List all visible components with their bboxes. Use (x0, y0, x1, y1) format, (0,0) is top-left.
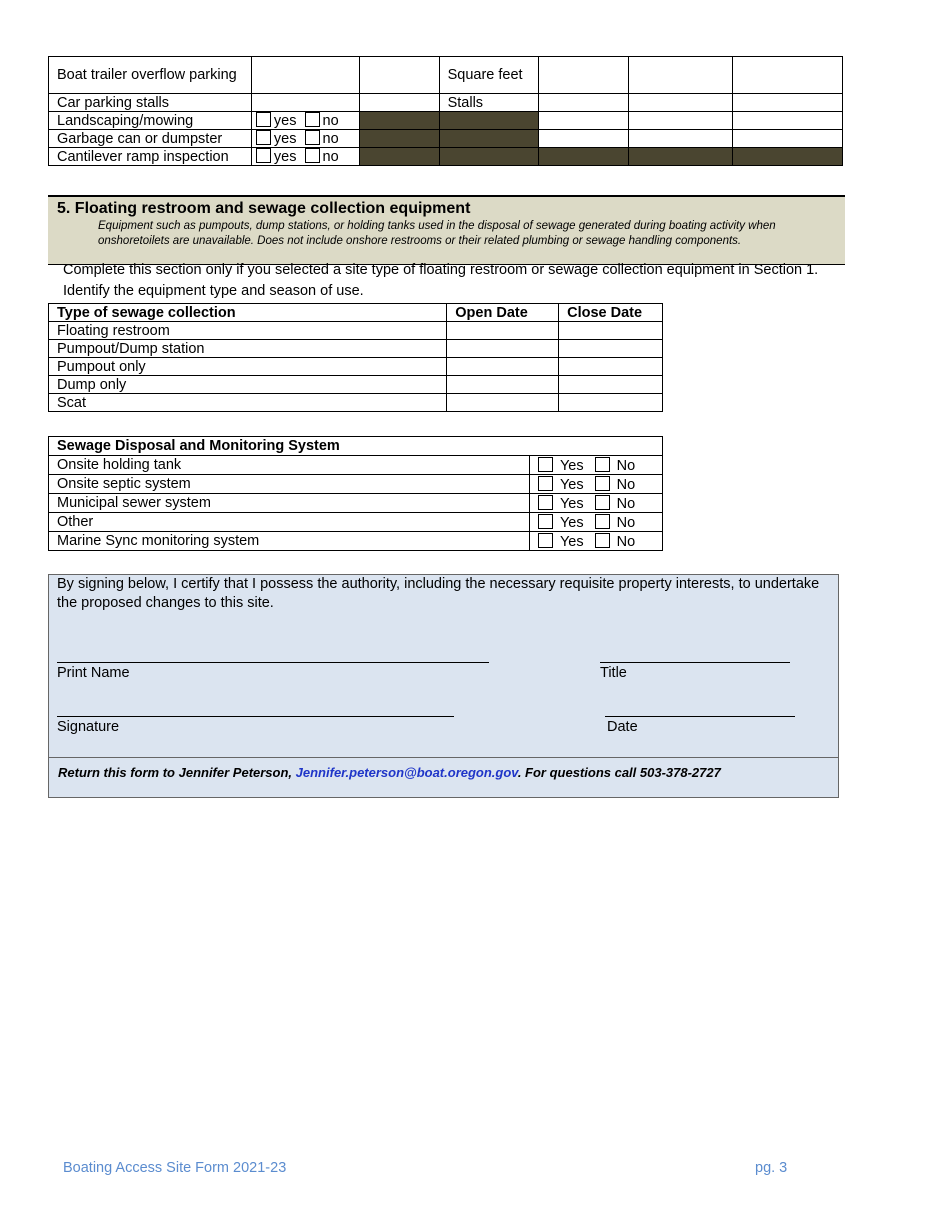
input-cell[interactable] (538, 130, 629, 148)
yes-label: Yes (559, 476, 584, 493)
section-title: 5. Floating restroom and sewage collection equipment (57, 200, 471, 217)
shaded-cell (538, 148, 629, 166)
certification-box (48, 574, 839, 798)
no-label: no (322, 149, 339, 165)
input-cell[interactable] (733, 112, 843, 130)
shaded-cell (439, 112, 538, 130)
section-5-header (48, 195, 845, 265)
table-row (49, 532, 663, 551)
table-row (49, 112, 843, 130)
close-date-cell[interactable] (559, 340, 663, 358)
table-row (49, 456, 663, 475)
input-cell[interactable] (733, 94, 843, 112)
input-cell[interactable] (538, 112, 629, 130)
yes-label: yes (273, 149, 297, 165)
section-instruction: Complete this section only if you selected a site type of floating restroom or sewage collection equipment in Section 1. (63, 262, 819, 278)
certification-statement: By signing below, I certify that I possess the authority, including the necessary requisite property interests, to undertake the proposed changes to this site. (57, 576, 820, 611)
print-name-label: Print Name (57, 665, 130, 681)
table-title: Sewage Disposal and Monitoring System (49, 437, 663, 456)
row-label: Other (49, 513, 530, 532)
return-suffix: . For questions call 503-378-2727 (517, 765, 721, 780)
shaded-cell (733, 148, 843, 166)
yes-label: yes (273, 131, 297, 147)
yes-no-choice (530, 513, 663, 532)
shaded-cell (439, 148, 538, 166)
table-header-row (49, 437, 663, 456)
input-cell[interactable] (733, 57, 843, 94)
yes-checkbox[interactable] (538, 476, 553, 491)
open-date-cell[interactable] (447, 322, 559, 340)
yes-label: Yes (559, 533, 584, 550)
input-cell[interactable] (733, 130, 843, 148)
shaded-cell (359, 112, 439, 130)
input-cell[interactable] (629, 57, 733, 94)
yes-no-choice (530, 456, 663, 475)
yes-checkbox[interactable] (256, 112, 271, 127)
table-header-row (49, 304, 663, 322)
column-header: Open Date (447, 304, 559, 322)
input-cell[interactable] (359, 94, 439, 112)
no-checkbox[interactable] (305, 130, 320, 145)
no-label: no (322, 131, 339, 147)
yes-label: yes (273, 113, 297, 129)
row-label: Municipal sewer system (49, 494, 530, 513)
sewage-collection-table (48, 303, 663, 412)
shaded-cell (359, 148, 439, 166)
no-label: No (616, 457, 636, 474)
row-label: Marine Sync monitoring system (49, 532, 530, 551)
row-label: Floating restroom (49, 322, 447, 340)
table-row (49, 340, 663, 358)
column-header: Close Date (559, 304, 663, 322)
yes-checkbox[interactable] (538, 514, 553, 529)
no-label: No (616, 514, 636, 531)
table-row (49, 494, 663, 513)
close-date-cell[interactable] (559, 394, 663, 412)
no-checkbox[interactable] (305, 148, 320, 163)
footer-form-name: Boating Access Site Form 2021-23 (63, 1160, 287, 1176)
open-date-cell[interactable] (447, 358, 559, 376)
shaded-cell (439, 130, 538, 148)
table-row (49, 513, 663, 532)
no-checkbox[interactable] (595, 514, 610, 529)
close-date-cell[interactable] (559, 358, 663, 376)
input-cell[interactable] (251, 94, 359, 112)
unit-label: Stalls (439, 94, 538, 112)
date-label: Date (607, 719, 638, 735)
row-label: Boat trailer overflow parking (49, 57, 252, 94)
yes-label: Yes (559, 495, 584, 512)
row-label: Car parking stalls (49, 94, 252, 112)
no-checkbox[interactable] (595, 495, 610, 510)
table-row (49, 322, 663, 340)
input-cell[interactable] (629, 130, 733, 148)
row-label: Cantilever ramp inspection (49, 148, 252, 166)
yes-label: Yes (559, 514, 584, 531)
no-label: No (616, 476, 636, 493)
return-instructions (58, 765, 721, 780)
yes-no-choice (530, 494, 663, 513)
row-label: Landscaping/mowing (49, 112, 252, 130)
sewage-disposal-table (48, 436, 663, 551)
signature-label: Signature (57, 719, 120, 735)
yes-checkbox[interactable] (538, 457, 553, 472)
table-row (49, 148, 843, 166)
table-row (49, 57, 843, 94)
table-row (49, 130, 843, 148)
row-label: Garbage can or dumpster (49, 130, 252, 148)
no-label: no (322, 113, 339, 129)
yes-checkbox[interactable] (256, 130, 271, 145)
title-line[interactable] (600, 662, 790, 663)
contact-email-link[interactable]: Jennifer.peterson@boat.oregon.gov (295, 765, 518, 780)
yes-no-choice (530, 532, 663, 551)
table-row (49, 94, 843, 112)
table-row (49, 394, 663, 412)
open-date-cell[interactable] (447, 340, 559, 358)
title-label: Title (600, 665, 627, 681)
close-date-cell[interactable] (559, 376, 663, 394)
row-label: Pumpout only (49, 358, 447, 376)
section-instruction: Identify the equipment type and season of use. (63, 283, 364, 299)
row-label: Pumpout/Dump station (49, 340, 447, 358)
date-line[interactable] (605, 716, 795, 717)
yes-no-choice (251, 112, 359, 130)
input-cell[interactable] (359, 57, 439, 94)
shaded-cell (359, 130, 439, 148)
yes-label: Yes (559, 457, 584, 474)
yes-checkbox[interactable] (538, 495, 553, 510)
return-prefix: Return this form to Jennifer Peterson, (58, 765, 296, 780)
table-row (49, 376, 663, 394)
no-checkbox[interactable] (595, 476, 610, 491)
row-label: Onsite holding tank (49, 456, 530, 475)
divider (49, 757, 838, 758)
input-cell[interactable] (629, 112, 733, 130)
unit-label: Square feet (439, 57, 538, 94)
close-date-cell[interactable] (559, 322, 663, 340)
row-label: Scat (49, 394, 447, 412)
input-cell[interactable] (251, 57, 359, 94)
signature-line[interactable] (57, 716, 454, 717)
site-features-table (48, 56, 843, 166)
no-checkbox[interactable] (595, 457, 610, 472)
yes-checkbox[interactable] (256, 148, 271, 163)
open-date-cell[interactable] (447, 394, 559, 412)
input-cell[interactable] (538, 57, 629, 94)
input-cell[interactable] (629, 94, 733, 112)
table-row (49, 358, 663, 376)
yes-no-choice (251, 130, 359, 148)
shaded-cell (629, 148, 733, 166)
column-header: Type of sewage collection (49, 304, 447, 322)
no-label: No (616, 495, 636, 512)
yes-no-choice (251, 148, 359, 166)
input-cell[interactable] (538, 94, 629, 112)
section-description: Equipment such as pumpouts, dump stations, or holding tanks used in the disposal of sewage generated during boating activity when onshoretoilets are unavailable. Does not include onshore restrooms or their related plumbing or sewage handling components. (98, 220, 776, 247)
open-date-cell[interactable] (447, 376, 559, 394)
no-checkbox[interactable] (595, 533, 610, 548)
table-row (49, 475, 663, 494)
print-name-line[interactable] (57, 662, 489, 663)
no-label: No (616, 533, 636, 550)
row-label: Dump only (49, 376, 447, 394)
yes-checkbox[interactable] (538, 533, 553, 548)
row-label: Onsite septic system (49, 475, 530, 494)
footer-page-number: pg. 3 (755, 1160, 788, 1176)
yes-no-choice (530, 475, 663, 494)
no-checkbox[interactable] (305, 112, 320, 127)
